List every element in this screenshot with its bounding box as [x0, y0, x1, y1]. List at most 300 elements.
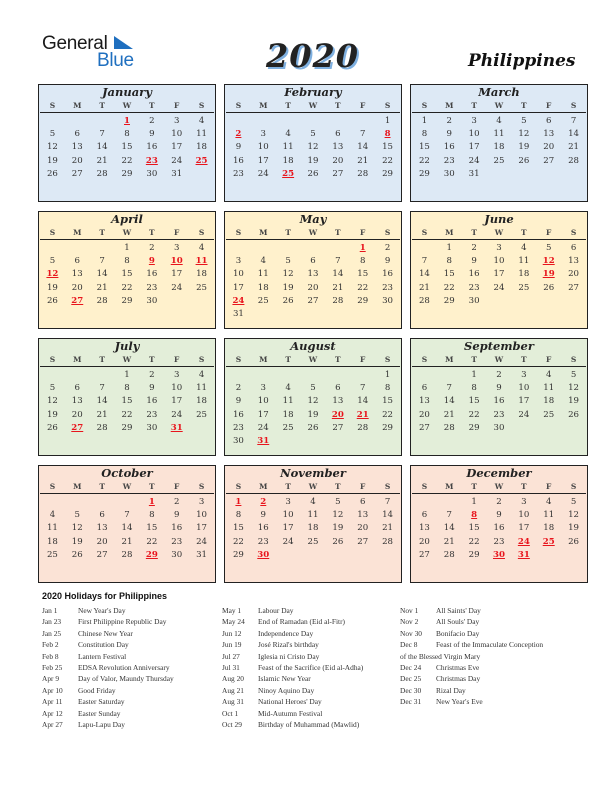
day-cell: 8	[235, 510, 242, 521]
day-cell: 12	[71, 523, 83, 534]
day-cell: 5	[49, 256, 56, 267]
holiday-date: Aug 31	[222, 697, 244, 707]
holiday-name: Islamic New Year	[258, 674, 311, 684]
day-cell: 23	[257, 536, 269, 547]
holiday-row	[400, 662, 543, 673]
holiday-name: Easter Saturday	[78, 697, 125, 707]
holiday-name: EDSA Revolution Anniversary	[78, 662, 170, 672]
day-cell: 3	[173, 116, 180, 126]
weekday-label: F	[360, 101, 366, 110]
day-cell: 18	[493, 142, 505, 153]
holiday-day-cell: 24	[517, 536, 530, 547]
holiday-date: May 1	[222, 606, 242, 615]
holiday-row	[222, 628, 363, 639]
day-cell: 30	[171, 549, 183, 560]
day-cell: 16	[493, 396, 505, 407]
day-cell: 2	[496, 497, 502, 507]
weekday-label: T	[285, 101, 291, 110]
weekday-header	[226, 227, 400, 240]
holiday-name: All Saints' Day	[436, 606, 481, 615]
month-name: January	[102, 85, 152, 99]
holiday-date: Apr 11	[42, 697, 63, 707]
day-cell: 20	[71, 155, 83, 166]
holiday-name: of the Blessed Virgin Mary	[400, 651, 481, 661]
day-cell: 28	[332, 295, 344, 306]
holiday-date: Jun 12	[222, 628, 242, 638]
day-cell: 12	[568, 383, 580, 394]
holiday-name: Bonifacio Day	[436, 628, 480, 638]
day-grid	[40, 496, 214, 562]
weekday-label: S	[198, 228, 205, 237]
day-cell: 14	[121, 523, 133, 534]
day-cell: 27	[418, 549, 430, 560]
day-cell: 4	[285, 383, 291, 394]
holiday-date: Dec 24	[400, 662, 422, 672]
weekday-label: S	[570, 482, 577, 491]
weekday-label: W	[122, 228, 132, 237]
logo-text-blue: Blue	[97, 50, 134, 71]
weekday-label: W	[494, 355, 504, 364]
weekday-label: S	[235, 101, 242, 110]
holiday-day-cell: 25	[282, 168, 295, 179]
month-name: November	[280, 466, 346, 480]
day-cell: 5	[285, 256, 291, 267]
day-cell: 15	[146, 523, 158, 534]
holiday-date: Nov 30	[400, 628, 422, 638]
day-cell: 6	[359, 497, 366, 507]
holiday-day-cell: 1	[235, 497, 242, 507]
weekday-label: S	[421, 228, 428, 237]
empty-cell	[40, 242, 65, 255]
day-cell: 15	[382, 396, 394, 407]
holiday-day-cell: 9	[148, 256, 155, 267]
day-cell: 6	[74, 129, 80, 140]
empty-cell	[276, 115, 301, 128]
day-cell: 2	[496, 370, 502, 380]
holiday-day-cell: 10	[170, 256, 183, 267]
day-cell: 5	[74, 510, 80, 521]
empty-cell	[301, 369, 326, 382]
weekday-label: S	[235, 355, 242, 364]
day-cell: 7	[446, 510, 452, 521]
holiday-date: Jun 19	[222, 640, 242, 650]
weekday-label: T	[335, 228, 341, 237]
day-cell: 18	[196, 142, 208, 153]
holiday-date: Nov 2	[400, 617, 419, 627]
month-june	[410, 211, 588, 329]
holiday-row	[400, 616, 543, 627]
month-name: February	[284, 85, 342, 99]
day-cell: 3	[521, 370, 527, 380]
day-cell: 3	[471, 116, 477, 126]
day-grid	[412, 496, 586, 562]
day-cell: 11	[196, 383, 208, 394]
empty-cell	[412, 242, 437, 255]
holiday-date: Aug 20	[222, 674, 244, 684]
day-cell: 6	[335, 383, 341, 394]
day-grid	[40, 369, 214, 435]
day-cell: 12	[518, 129, 530, 140]
day-cell: 5	[49, 383, 56, 394]
month-september	[410, 338, 588, 456]
holiday-day-cell: 25	[195, 155, 208, 166]
month-name: December	[466, 466, 532, 480]
day-cell: 14	[443, 396, 455, 407]
day-cell: 4	[260, 256, 266, 267]
weekday-label: T	[99, 355, 105, 364]
holiday-name: Chinese New Year	[78, 628, 133, 638]
weekday-label: S	[384, 228, 391, 237]
holiday-day-cell: 27	[71, 422, 84, 433]
day-cell: 9	[260, 510, 266, 521]
holiday-date: May 24	[222, 617, 245, 627]
holiday-date: Apr 10	[42, 685, 63, 695]
day-cell: 22	[418, 155, 430, 166]
holiday-date: Dec 31	[400, 697, 422, 707]
day-cell: 8	[446, 256, 452, 267]
day-cell: 30	[468, 295, 480, 306]
day-grid	[412, 115, 586, 181]
weekday-label: S	[384, 355, 391, 364]
day-cell: 22	[443, 282, 455, 293]
weekday-label: S	[235, 482, 242, 491]
day-cell: 23	[443, 155, 455, 166]
weekday-label: W	[494, 482, 504, 491]
holiday-name: Mid-Autumn Festival	[258, 708, 323, 718]
day-cell: 30	[232, 435, 244, 446]
day-cell: 17	[171, 396, 183, 407]
day-cell: 29	[357, 295, 369, 306]
day-cell: 18	[543, 523, 555, 534]
holiday-day-cell: 21	[356, 409, 369, 420]
day-cell: 10	[468, 129, 480, 140]
month-april	[38, 211, 216, 329]
day-cell: 26	[307, 422, 319, 433]
day-cell: 27	[357, 536, 369, 547]
day-cell: 17	[196, 523, 208, 534]
day-cell: 24	[493, 282, 505, 293]
holiday-date: Jul 31	[222, 662, 240, 672]
day-cell: 14	[96, 142, 108, 153]
holiday-row	[400, 651, 543, 662]
day-cell: 5	[49, 129, 56, 140]
day-cell: 2	[173, 497, 180, 507]
calendar-year: 2020	[266, 37, 360, 75]
day-cell: 26	[568, 409, 580, 420]
day-cell: 4	[49, 510, 56, 521]
day-cell: 14	[443, 523, 455, 534]
day-cell: 30	[493, 422, 505, 433]
day-grid	[40, 242, 214, 308]
day-cell: 2	[149, 243, 155, 253]
holiday-day-cell: 19	[542, 269, 555, 280]
holiday-date: Jan 23	[42, 617, 62, 627]
day-cell: 16	[232, 409, 244, 420]
holiday-name: All Souls' Day	[436, 617, 480, 627]
day-cell: 27	[332, 422, 344, 433]
day-cell: 15	[357, 269, 369, 280]
weekday-label: M	[445, 355, 454, 364]
day-cell: 26	[71, 549, 83, 560]
weekday-label: F	[174, 355, 180, 364]
day-cell: 29	[443, 295, 455, 306]
day-cell: 16	[146, 269, 158, 280]
weekday-header	[40, 481, 214, 494]
weekday-label: M	[259, 101, 268, 110]
day-cell: 28	[418, 295, 430, 306]
day-cell: 18	[196, 269, 208, 280]
day-cell: 25	[307, 536, 319, 547]
weekday-header	[412, 100, 586, 113]
empty-cell	[90, 369, 115, 382]
holiday-row	[42, 662, 174, 673]
holiday-date: Oct 1	[222, 708, 239, 718]
empty-cell	[226, 242, 251, 255]
weekday-label: F	[360, 228, 366, 237]
day-cell: 26	[543, 282, 555, 293]
day-cell: 21	[443, 409, 455, 420]
day-cell: 21	[418, 282, 430, 293]
month-name: May	[299, 212, 327, 226]
day-cell: 26	[282, 295, 294, 306]
day-cell: 3	[260, 383, 266, 394]
empty-cell	[301, 242, 326, 255]
holiday-day-cell: 31	[257, 435, 270, 446]
day-cell: 11	[307, 510, 319, 521]
weekday-label: T	[521, 482, 527, 491]
empty-cell	[65, 496, 90, 509]
day-cell: 12	[46, 142, 58, 153]
holiday-row	[400, 673, 543, 684]
holiday-day-cell: 24	[232, 295, 245, 306]
holiday-row	[42, 616, 174, 627]
month-name: September	[464, 339, 534, 353]
day-cell: 22	[468, 536, 480, 547]
day-cell: 5	[521, 116, 527, 126]
weekday-label: M	[259, 482, 268, 491]
day-cell: 16	[232, 155, 244, 166]
day-cell: 22	[121, 409, 133, 420]
holiday-row	[400, 639, 543, 650]
holiday-day-cell: 8	[384, 129, 391, 140]
day-cell: 14	[96, 396, 108, 407]
day-cell: 22	[121, 155, 133, 166]
day-cell: 2	[149, 370, 155, 380]
day-cell: 20	[332, 155, 344, 166]
holiday-name: Lapu-Lapu Day	[78, 719, 125, 729]
day-cell: 17	[232, 282, 244, 293]
day-cell: 5	[570, 370, 577, 380]
day-cell: 10	[171, 383, 183, 394]
day-cell: 22	[468, 409, 480, 420]
weekday-header	[412, 227, 586, 240]
month-name: July	[114, 339, 140, 353]
day-cell: 28	[121, 549, 133, 560]
day-cell: 6	[74, 383, 80, 394]
day-cell: 19	[332, 523, 344, 534]
day-cell: 15	[232, 523, 244, 534]
day-cell: 18	[307, 523, 319, 534]
holiday-date: Dec 30	[400, 685, 422, 695]
day-cell: 17	[282, 523, 294, 534]
weekday-header	[412, 481, 586, 494]
day-cell: 31	[196, 549, 208, 560]
day-cell: 25	[543, 409, 555, 420]
day-cell: 6	[99, 510, 105, 521]
month-august	[224, 338, 402, 456]
day-cell: 4	[545, 497, 552, 507]
day-cell: 11	[46, 523, 58, 534]
day-cell: 29	[121, 168, 133, 179]
day-cell: 3	[173, 370, 180, 380]
day-cell: 19	[282, 282, 294, 293]
weekday-label: M	[445, 482, 454, 491]
day-cell: 13	[96, 523, 108, 534]
day-cell: 14	[96, 269, 108, 280]
day-cell: 1	[471, 497, 477, 507]
holiday-row	[400, 605, 543, 616]
weekday-label: F	[174, 101, 180, 110]
weekday-label: M	[73, 101, 82, 110]
day-cell: 22	[121, 282, 133, 293]
holiday-name: Christmas Day	[436, 674, 481, 684]
day-cell: 24	[257, 422, 269, 433]
holiday-day-cell: 12	[46, 269, 59, 280]
holiday-day-cell: 2	[235, 129, 242, 140]
day-cell: 9	[235, 396, 242, 407]
holiday-row	[222, 708, 363, 719]
weekday-label: T	[149, 228, 155, 237]
holidays-title: 2020 Holidays for Philippines	[42, 591, 168, 601]
day-cell: 31	[232, 308, 244, 319]
day-cell: 18	[46, 536, 58, 547]
holiday-row	[222, 719, 363, 730]
month-january	[38, 84, 216, 202]
weekday-label: W	[308, 355, 318, 364]
day-cell: 21	[96, 155, 108, 166]
day-cell: 16	[171, 523, 183, 534]
holiday-day-cell: 25	[542, 536, 555, 547]
holiday-row	[222, 651, 363, 662]
empty-cell	[40, 369, 65, 382]
day-cell: 7	[335, 256, 341, 267]
weekday-label: T	[285, 355, 291, 364]
empty-cell	[301, 115, 326, 128]
weekday-label: S	[49, 228, 56, 237]
holiday-day-cell: 27	[71, 295, 84, 306]
holiday-date: Jan 1	[42, 606, 58, 615]
day-cell: 21	[357, 155, 369, 166]
day-cell: 29	[121, 422, 133, 433]
month-name: August	[290, 339, 336, 353]
day-cell: 12	[307, 142, 319, 153]
holiday-name: Ninoy Aquino Day	[258, 685, 315, 695]
day-cell: 15	[468, 396, 480, 407]
weekday-label: T	[471, 355, 477, 364]
day-grid	[226, 496, 400, 562]
holiday-date: Feb 2	[42, 640, 59, 650]
month-may	[224, 211, 402, 329]
day-cell: 29	[382, 168, 394, 179]
day-cell: 28	[96, 422, 108, 433]
holiday-row	[222, 639, 363, 650]
weekday-label: S	[198, 101, 205, 110]
day-cell: 11	[543, 510, 555, 521]
day-cell: 7	[384, 497, 391, 507]
holiday-day-cell: 8	[471, 510, 478, 521]
day-cell: 8	[149, 510, 155, 521]
day-cell: 16	[443, 142, 455, 153]
day-cell: 7	[99, 129, 105, 140]
day-cell: 18	[518, 269, 530, 280]
day-cell: 20	[543, 142, 555, 153]
day-cell: 26	[46, 295, 58, 306]
weekday-header	[40, 227, 214, 240]
day-cell: 18	[543, 396, 555, 407]
day-cell: 13	[543, 129, 555, 140]
day-cell: 26	[332, 536, 344, 547]
month-name: April	[111, 212, 143, 226]
weekday-label: S	[198, 482, 205, 491]
weekday-label: M	[445, 228, 454, 237]
day-cell: 4	[198, 243, 205, 253]
day-cell: 25	[282, 422, 294, 433]
holiday-date: Nov 1	[400, 606, 419, 615]
empty-cell	[437, 369, 462, 382]
empty-cell	[350, 115, 375, 128]
weekday-label: S	[49, 101, 56, 110]
weekday-label: T	[149, 355, 155, 364]
day-cell: 28	[96, 168, 108, 179]
day-cell: 16	[493, 523, 505, 534]
weekday-label: W	[122, 101, 132, 110]
day-cell: 4	[198, 116, 205, 126]
holiday-row	[222, 685, 363, 696]
holiday-date: Apr 12	[42, 708, 63, 718]
day-cell: 2	[235, 383, 242, 394]
day-cell: 11	[518, 256, 530, 267]
day-cell: 19	[71, 536, 83, 547]
day-cell: 19	[568, 523, 580, 534]
empty-cell	[325, 369, 350, 382]
day-cell: 23	[493, 536, 505, 547]
weekday-label: S	[570, 355, 577, 364]
day-cell: 10	[282, 510, 294, 521]
day-cell: 26	[518, 155, 530, 166]
day-cell: 20	[96, 536, 108, 547]
holiday-date: Feb 8	[42, 651, 59, 661]
day-cell: 21	[332, 282, 344, 293]
day-cell: 11	[282, 142, 294, 153]
weekday-label: F	[360, 482, 366, 491]
day-cell: 19	[307, 155, 319, 166]
day-cell: 24	[468, 155, 480, 166]
day-cell: 27	[418, 422, 430, 433]
weekday-label: T	[471, 101, 477, 110]
month-november	[224, 465, 402, 583]
holiday-row	[222, 673, 363, 684]
day-cell: 5	[310, 383, 316, 394]
holiday-day-cell: 1	[148, 497, 155, 507]
weekday-label: T	[521, 355, 527, 364]
empty-cell	[40, 115, 65, 128]
holiday-name: Feast of the Immaculate Conception	[436, 640, 544, 650]
holiday-row	[400, 628, 543, 639]
holiday-row	[42, 719, 174, 730]
holiday-name: National Heroes' Day	[258, 697, 322, 707]
day-cell: 16	[382, 269, 394, 280]
empty-cell	[325, 115, 350, 128]
